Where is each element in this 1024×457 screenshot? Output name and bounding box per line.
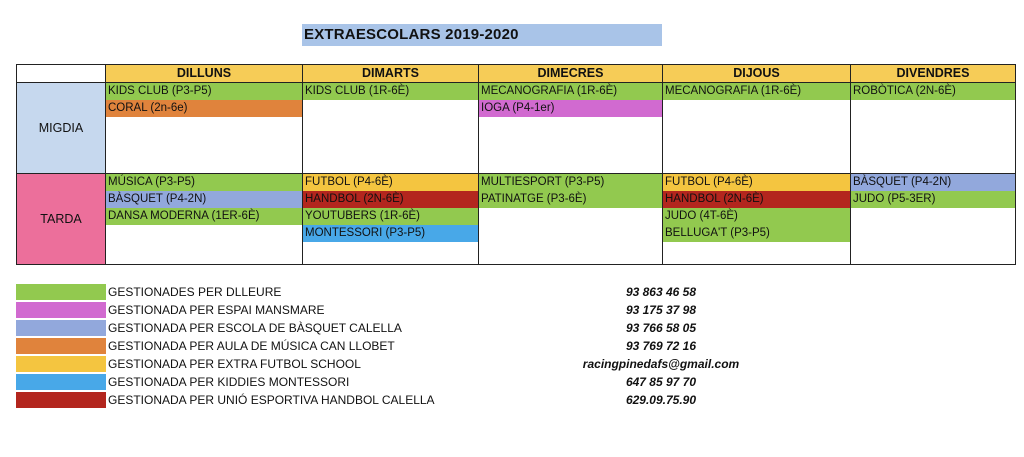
cell: [303, 83, 479, 174]
legend-label: GESTIONADA PER UNIÓ ESPORTIVA HANDBOL CALELLA: [108, 393, 435, 407]
activity-item: YOUTUBERS (1R-6È): [303, 208, 478, 225]
cell: [303, 174, 479, 265]
legend-item: [16, 355, 776, 373]
cell: [479, 83, 663, 174]
legend-contact: 93 769 72 16: [625, 339, 697, 353]
cell: [106, 174, 303, 265]
row-label-migdia: MIGDIA: [17, 83, 106, 174]
activity-item: IOGA (P4-1er): [479, 100, 662, 117]
activity-item: BÀSQUET (P4-2N): [851, 174, 1015, 191]
legend-item: [16, 283, 776, 301]
activity-item: ROBÒTICA (2N-6È): [851, 83, 1015, 100]
legend-color-swatch: [16, 284, 106, 300]
legend-label: GESTIONADES PER DLLEURE: [108, 285, 282, 299]
activity-item: BÀSQUET (P4-2N): [106, 191, 302, 208]
activity-item: KIDS CLUB (P3-P5): [106, 83, 302, 100]
legend-color-swatch: [16, 320, 106, 336]
activity-item: HANDBOL (2N-6È): [663, 191, 850, 208]
legend: [16, 283, 776, 409]
activity-item: MECANOGRAFIA (1R-6È): [479, 83, 662, 100]
row-label-tarda: TARDA: [17, 174, 106, 265]
table-header-row: [17, 65, 1016, 83]
legend-contact: 93 175 37 98: [625, 303, 697, 317]
legend-label: GESTIONADA PER KIDDIES MONTESSORI: [108, 375, 350, 389]
day-header: DIMECRES: [479, 65, 663, 83]
cell: [663, 174, 851, 265]
legend-label: GESTIONADA PER EXTRA FUTBOL SCHOOL: [108, 357, 361, 371]
legend-item: [16, 391, 776, 409]
legend-item: [16, 301, 776, 319]
activity-item: MECANOGRAFIA (1R-6È): [663, 83, 850, 100]
day-header: DIVENDRES: [851, 65, 1016, 83]
activity-item: JUDO (4T-6È) BELLUGA'T (P3-P5): [663, 208, 850, 242]
day-header: DIJOUS: [663, 65, 851, 83]
legend-color-swatch: [16, 392, 106, 408]
day-header: DILLUNS: [106, 65, 303, 83]
activity-item: CORAL (2n-6e): [106, 100, 302, 117]
activity-item: FUTBOL (P4-6È): [303, 174, 478, 191]
activity-item: HANDBOL (2N-6È): [303, 191, 478, 208]
legend-contact: racingpinedafs@gmail.com: [582, 357, 740, 371]
cell: [663, 83, 851, 174]
legend-color-swatch: [16, 356, 106, 372]
table-row-migdia: [17, 83, 1016, 174]
legend-contact: 93 863 46 58: [625, 285, 697, 299]
header-corner: [17, 65, 106, 83]
cell: [851, 83, 1016, 174]
legend-label: GESTIONADA PER ESPAI MANSMARE: [108, 303, 325, 317]
legend-item: [16, 319, 776, 337]
activity-item: DANSA MODERNA (1ER-6È): [106, 208, 302, 225]
schedule-table: [16, 64, 1016, 265]
activity-item: MONTESSORI (P3-P5): [303, 225, 478, 242]
activity-item: JUDO (P5-3ER): [851, 191, 1015, 208]
legend-contact: 93 766 58 05: [625, 321, 697, 335]
activity-item: MÚSICA (P3-P5): [106, 174, 302, 191]
legend-color-swatch: [16, 374, 106, 390]
activity-item: FUTBOL (P4-6È): [663, 174, 850, 191]
legend-label: GESTIONADA PER ESCOLA DE BÀSQUET CALELLA: [108, 321, 402, 335]
activity-item: MULTIESPORT (P3-P5): [479, 174, 662, 191]
legend-color-swatch: [16, 302, 106, 318]
legend-label: GESTIONADA PER AULA DE MÚSICA CAN LLOBET: [108, 339, 395, 353]
day-header: DIMARTS: [303, 65, 479, 83]
activity-item: PATINATGE (P3-6È): [479, 191, 662, 208]
legend-contact: 647 85 97 70: [625, 375, 697, 389]
cell: [106, 83, 303, 174]
cell: [479, 174, 663, 265]
legend-contact: 629.09.75.90: [625, 393, 697, 407]
table-row-tarda: [17, 174, 1016, 265]
legend-color-swatch: [16, 338, 106, 354]
legend-item: [16, 373, 776, 391]
cell: [851, 174, 1016, 265]
legend-item: [16, 337, 776, 355]
page-title: EXTRAESCOLARS 2019-2020: [302, 24, 662, 46]
activity-item: KIDS CLUB (1R-6È): [303, 83, 478, 100]
